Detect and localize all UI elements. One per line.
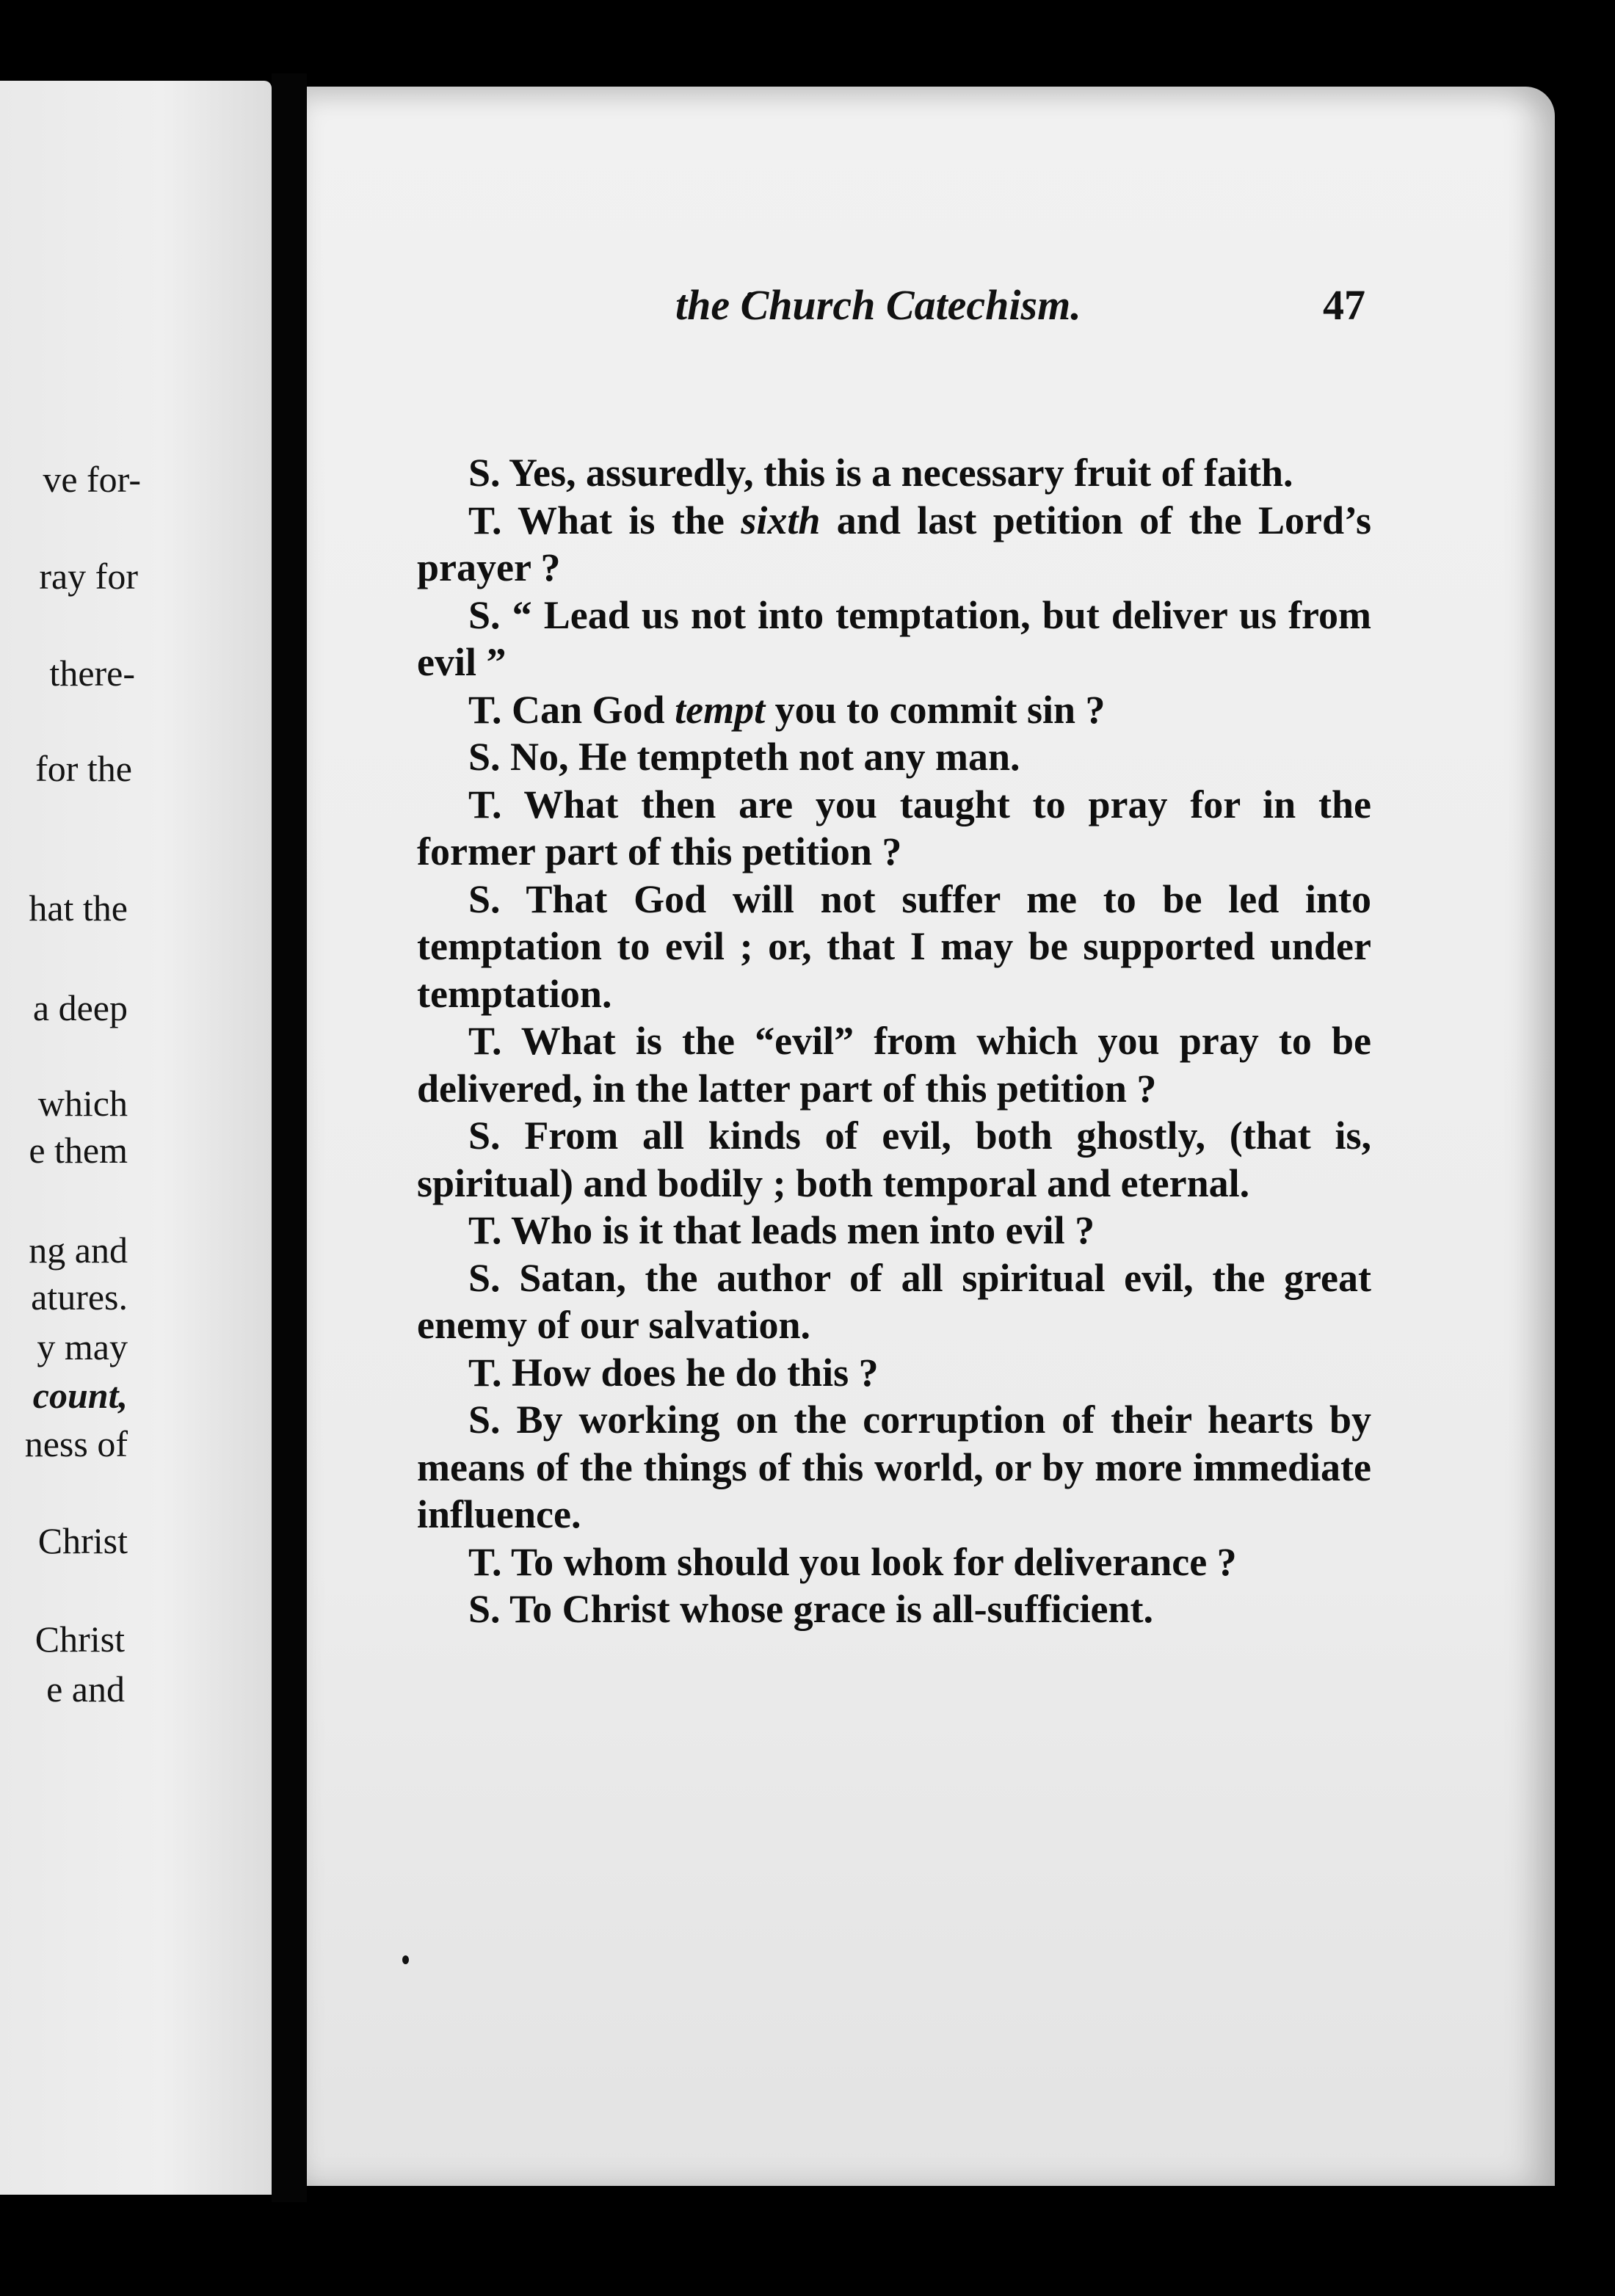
emphasis: tempt xyxy=(675,687,766,732)
paragraph-text: What is the xyxy=(517,498,741,542)
paragraph xyxy=(417,781,1371,876)
paragraph-text: What is the “evil” from which you pray to be delivered, in the latter part of this petition ? xyxy=(417,1019,1371,1111)
left-line-13: ness of xyxy=(24,1423,128,1464)
left-line-6: a deep xyxy=(32,987,128,1028)
catechism-text xyxy=(417,449,1371,1633)
speaker-label: S. xyxy=(468,1587,501,1631)
speaker-label: S. xyxy=(468,876,501,921)
paragraph xyxy=(417,449,1371,497)
left-line-8: e them xyxy=(29,1130,128,1171)
emphasis: sixth xyxy=(741,498,821,542)
paragraph-text: That God will not suffer me to be led into temptation to evil ; or, that I may be supported under temptation. xyxy=(417,876,1371,1016)
running-title: the Church Catechism. xyxy=(675,281,1081,329)
paragraph-text: To whom should you look for deliverance ? xyxy=(511,1539,1237,1584)
paragraph xyxy=(417,876,1371,1018)
paragraph xyxy=(417,1207,1371,1254)
paragraph xyxy=(417,1349,1371,1397)
speaker-label: T. xyxy=(468,498,502,542)
speaker-label: S. xyxy=(468,735,501,779)
left-line-5: hat the xyxy=(29,887,128,929)
paragraph xyxy=(417,1017,1371,1112)
left-line-3: there- xyxy=(49,653,135,694)
left-line-2: ray for xyxy=(39,556,138,597)
speaker-label: T. xyxy=(468,1350,502,1395)
speaker-label: T. xyxy=(468,1539,502,1584)
paragraph xyxy=(417,686,1371,734)
speaker-label: S. xyxy=(468,1114,501,1158)
speaker-label: T. xyxy=(468,782,502,827)
paragraph-text: By working on the corruption of their hearts by means of the things of this world, or by more immediate influence. xyxy=(417,1398,1371,1536)
left-line-1: ve for- xyxy=(43,459,141,500)
paragraph xyxy=(417,1396,1371,1538)
page-number: 47 xyxy=(1323,281,1365,329)
paragraph xyxy=(417,1112,1371,1207)
left-line-9: ng and xyxy=(29,1229,128,1271)
speaker-label: S. xyxy=(468,592,501,637)
paragraph-text: Who is it that leads men into evil ? xyxy=(511,1208,1095,1252)
paragraph-text: To Christ whose grace is all-sufficient. xyxy=(509,1587,1154,1631)
left-line-4: for the xyxy=(35,748,132,789)
paragraph xyxy=(417,733,1371,781)
left-line-10: atures. xyxy=(31,1276,128,1318)
left-line-14: Christ xyxy=(37,1520,128,1561)
left-line-15: Christ xyxy=(35,1619,125,1660)
speaker-label: S. xyxy=(468,1398,501,1442)
left-line-16: e and xyxy=(46,1668,125,1710)
paragraph-text: Yes, assuredly, this is a necessary fruit of faith. xyxy=(509,451,1293,495)
running-head xyxy=(367,280,1365,330)
left-line-11: y may xyxy=(37,1326,128,1367)
paragraph-text: From all kinds of evil, both ghostly, (that is, spiritual) and bodily ; both temporal and eternal. xyxy=(417,1114,1372,1205)
paragraph-text: What then are you taught to pray for in the former part of this petition ? xyxy=(417,782,1371,873)
speaker-label: S. xyxy=(468,451,501,495)
left-line-7: which xyxy=(37,1083,128,1124)
speaker-label: T. xyxy=(468,1208,502,1252)
speaker-label: T. xyxy=(468,1019,502,1063)
paragraph-text: “ Lead us not into temptation, but deliver us from evil ” xyxy=(417,592,1372,684)
paragraph-text: and last petition of the Lord’s prayer ? xyxy=(417,498,1372,589)
paragraph xyxy=(417,497,1371,592)
left-page-fragment xyxy=(0,81,272,2195)
paragraph xyxy=(417,1538,1371,1586)
ink-speck xyxy=(402,1955,409,1964)
paragraph xyxy=(417,1585,1371,1633)
paragraph xyxy=(417,592,1371,686)
speaker-label: S. xyxy=(468,1255,501,1300)
paragraph-text: No, He tempteth not any man. xyxy=(510,735,1020,779)
book-gutter xyxy=(272,73,307,2202)
paragraph-text: you to commit sin ? xyxy=(765,687,1106,732)
left-line-12: count, xyxy=(32,1375,128,1416)
paragraph-text: Can God xyxy=(512,687,675,732)
paragraph-text: Satan, the author of all spiritual evil, the great enemy of our salvation. xyxy=(417,1255,1371,1347)
paragraph-text: How does he do this ? xyxy=(512,1350,879,1395)
speaker-label: T. xyxy=(468,687,502,732)
paragraph xyxy=(417,1254,1371,1349)
